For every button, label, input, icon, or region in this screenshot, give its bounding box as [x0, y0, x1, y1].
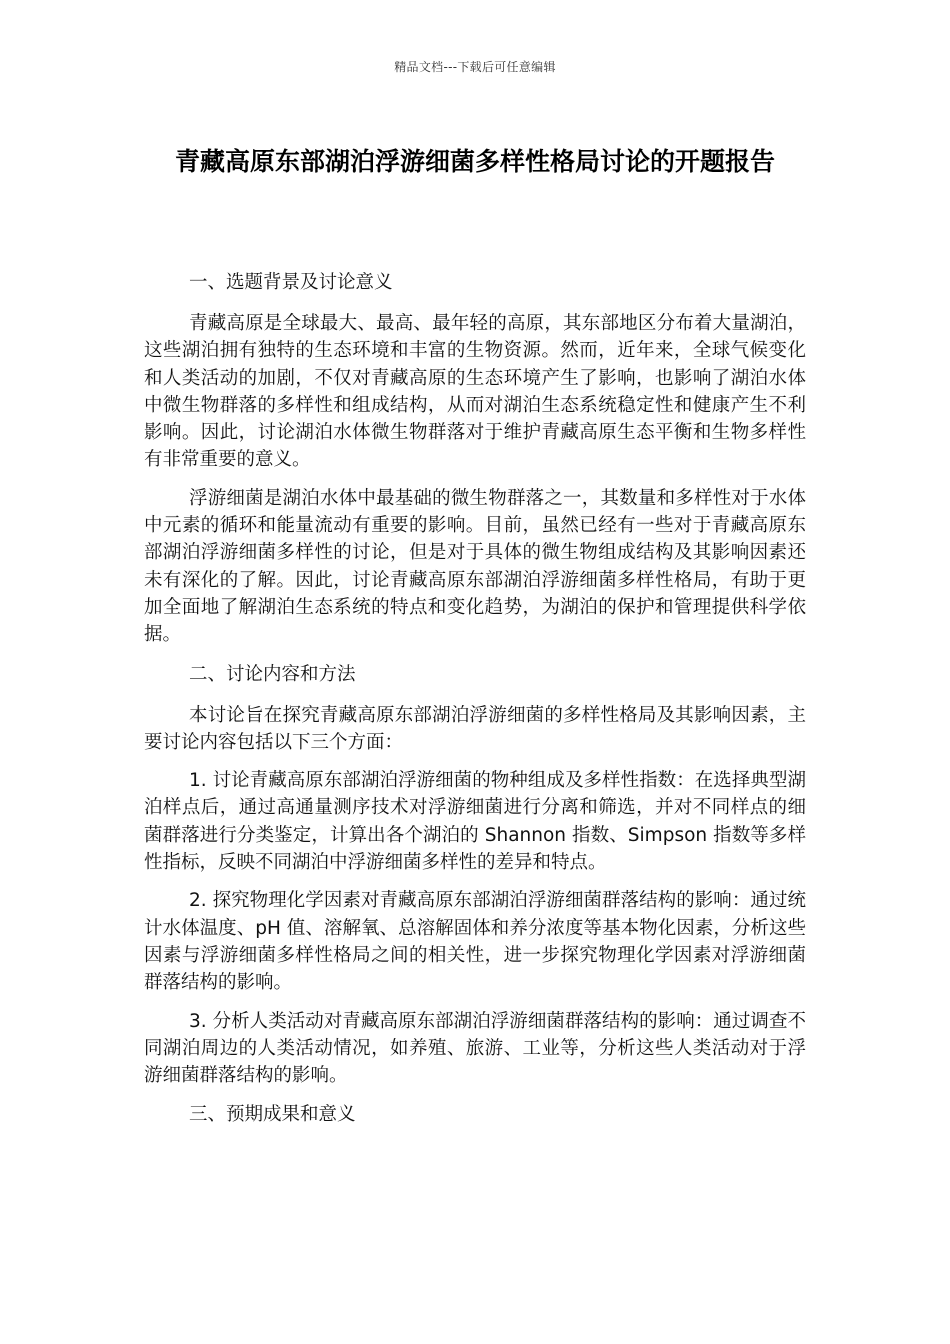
document-title: 青藏高原东部湖泊浮游细菌多样性格局讨论的开题报告: [174, 147, 775, 176]
paragraph-content-item-1: 1. 讨论青藏高原东部湖泊浮游细菌的物种组成及多样性指数：在选择典型湖泊样点后，通过高通量测序技术对浮游细菌进行分离和筛选，并对不同样点的细菌群落进行分类鉴定，计算出各个湖泊的 Shannon 指数、Simpson 指数等多样性指标，反映不同湖泊中浮游细菌多样性的差异和特点。: [144, 770, 806, 874]
section-heading-content-methods: 二、讨论内容和方法: [189, 663, 356, 685]
paragraph-content-item-3: 3. 分析人类活动对青藏高原东部湖泊浮游细菌群落结构的影响：通过调查不同湖泊周边的人类活动情况，如养殖、旅游、工业等，分析这些人类活动对于浮游细菌群落结构的影响。: [144, 1010, 806, 1087]
paragraph-content-item-2: 2. 探究物理化学因素对青藏高原东部湖泊浮游细菌群落结构的影响：通过统计水体温度、pH 值、溶解氧、总溶解固体和养分浓度等基本物化因素，分析这些因素与浮游细菌多样性格局之间的相关性，进一步探究物理化学因素对浮游细菌群落结构的影响。: [144, 890, 806, 994]
paragraph-background-2: 浮游细菌是湖泊水体中最基础的微生物群落之一，其数量和多样性对于水体中元素的循环和能量流动有重要的影响。目前，虽然已经有一些对于青藏高原东部湖泊浮游细菌多样性的讨论，但是对于具体的微生物组成结构及其影响因素还未有深化的了解。因此，讨论青藏高原东部湖泊浮游细菌多样性格局，有助于更加全面地了解湖泊生态系统的特点和变化趋势，为湖泊的保护和管理提供科学依据。: [144, 487, 806, 646]
section-heading-background: 一、选题背景及讨论意义: [189, 272, 393, 293]
page-header-watermark: 精品文档---下载后可任意编辑: [394, 60, 556, 74]
section-heading-expected-results: 三、预期成果和意义: [189, 1104, 356, 1126]
paragraph-content-intro: 本讨论旨在探究青藏高原东部湖泊浮游细菌的多样性格局及其影响因素，主要讨论内容包括以下三个方面：: [144, 704, 806, 753]
document-body: [144, 268, 806, 1142]
paragraph-background-1: 青藏高原是全球最大、最高、最年轻的高原，其东部地区分布着大量湖泊，这些湖泊拥有独特的生态环境和丰富的生物资源。然而，近年来，全球气候变化和人类活动的加剧，不仅对青藏高原的生态环境产生了影响，也影响了湖泊水体中微生物群落的多样性和组成结构，从而对湖泊生态系统稳定性和健康产生不利影响。因此，讨论湖泊水体微生物群落对于维护青藏高原生态平衡和生物多样性有非常重要的意义。: [144, 313, 806, 471]
